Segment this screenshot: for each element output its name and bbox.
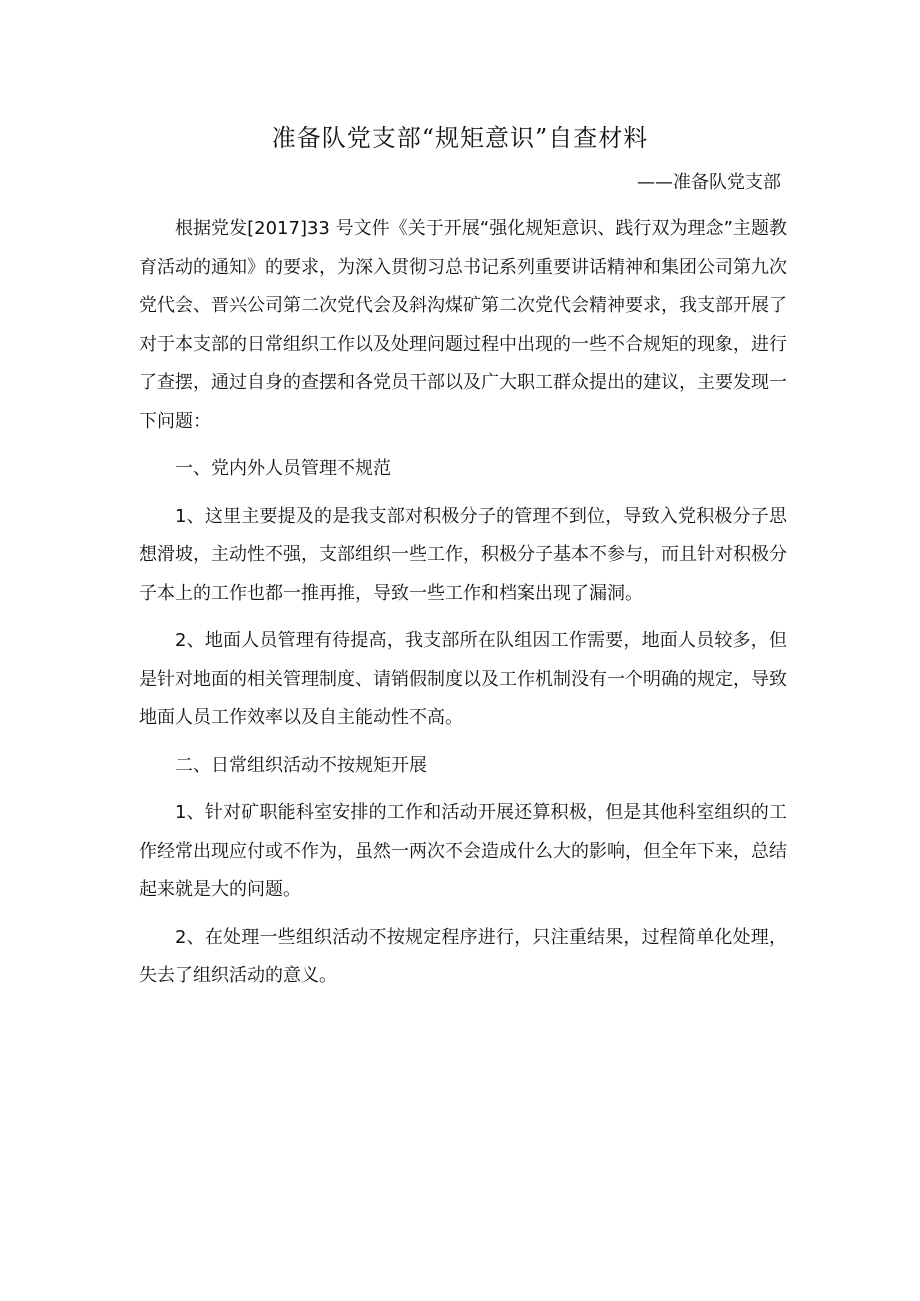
section-1-item-2: 2、地面人员管理有待提高，我支部所在队组因工作需要，地面人员较多，但是针对地面的相关管理制度、请销假制度以及工作机制没有一个明确的规定，导致地面人员工作效率以及自主能动性不高。 [139,630,787,728]
document-title: 准备队党支部“规矩意识”自查材料 [271,124,649,152]
document-byline: ——准备队党支部 [637,172,781,193]
section-2-item-2: 2、在处理一些组织活动不按规定程序进行，只注重结果，过程简单化处理，失去了组织活动的意义。 [139,926,787,986]
section-1-item-1: 1、这里主要提及的是我支部对积极分子的管理不到位，导致入党积极分子思想滑坡，主动性不强，支部组织一些工作，积极分子基本不参与，而且针对积极分子本上的工作也都一推再推，导致一些工作和档案出现了漏洞。 [139,505,787,604]
document-body [139,210,787,996]
section-2-heading: 二、日常组织活动不按规矩开展 [175,754,427,776]
section-1-heading: 一、党内外人员管理不规范 [175,458,391,479]
intro-paragraph: 根据党发[2017]33 号文件《关于开展“强化规矩意识、践行双为理念”主题教育活动的通知》的要求，为深入贯彻习总书记系列重要讲话精神和集团公司第九次党代会、晋兴公司第二次党代会及斜沟煤矿第二次党代会精神要求，我支部开展了对于本支部的日常组织工作以及处理问题过程中出现的一些不合规矩的现象，进行了查摆，通过自身的查摆和各党员干部以及广大职工群众提出的建议，主要发现一下问题： [139,218,787,432]
section-2-item-1: 1、针对矿职能科室安排的工作和活动开展还算积极，但是其他科室组织的工作经常出现应付或不作为，虽然一两次不会造成什么大的影响，但全年下来，总结起来就是大的问题。 [139,802,787,900]
